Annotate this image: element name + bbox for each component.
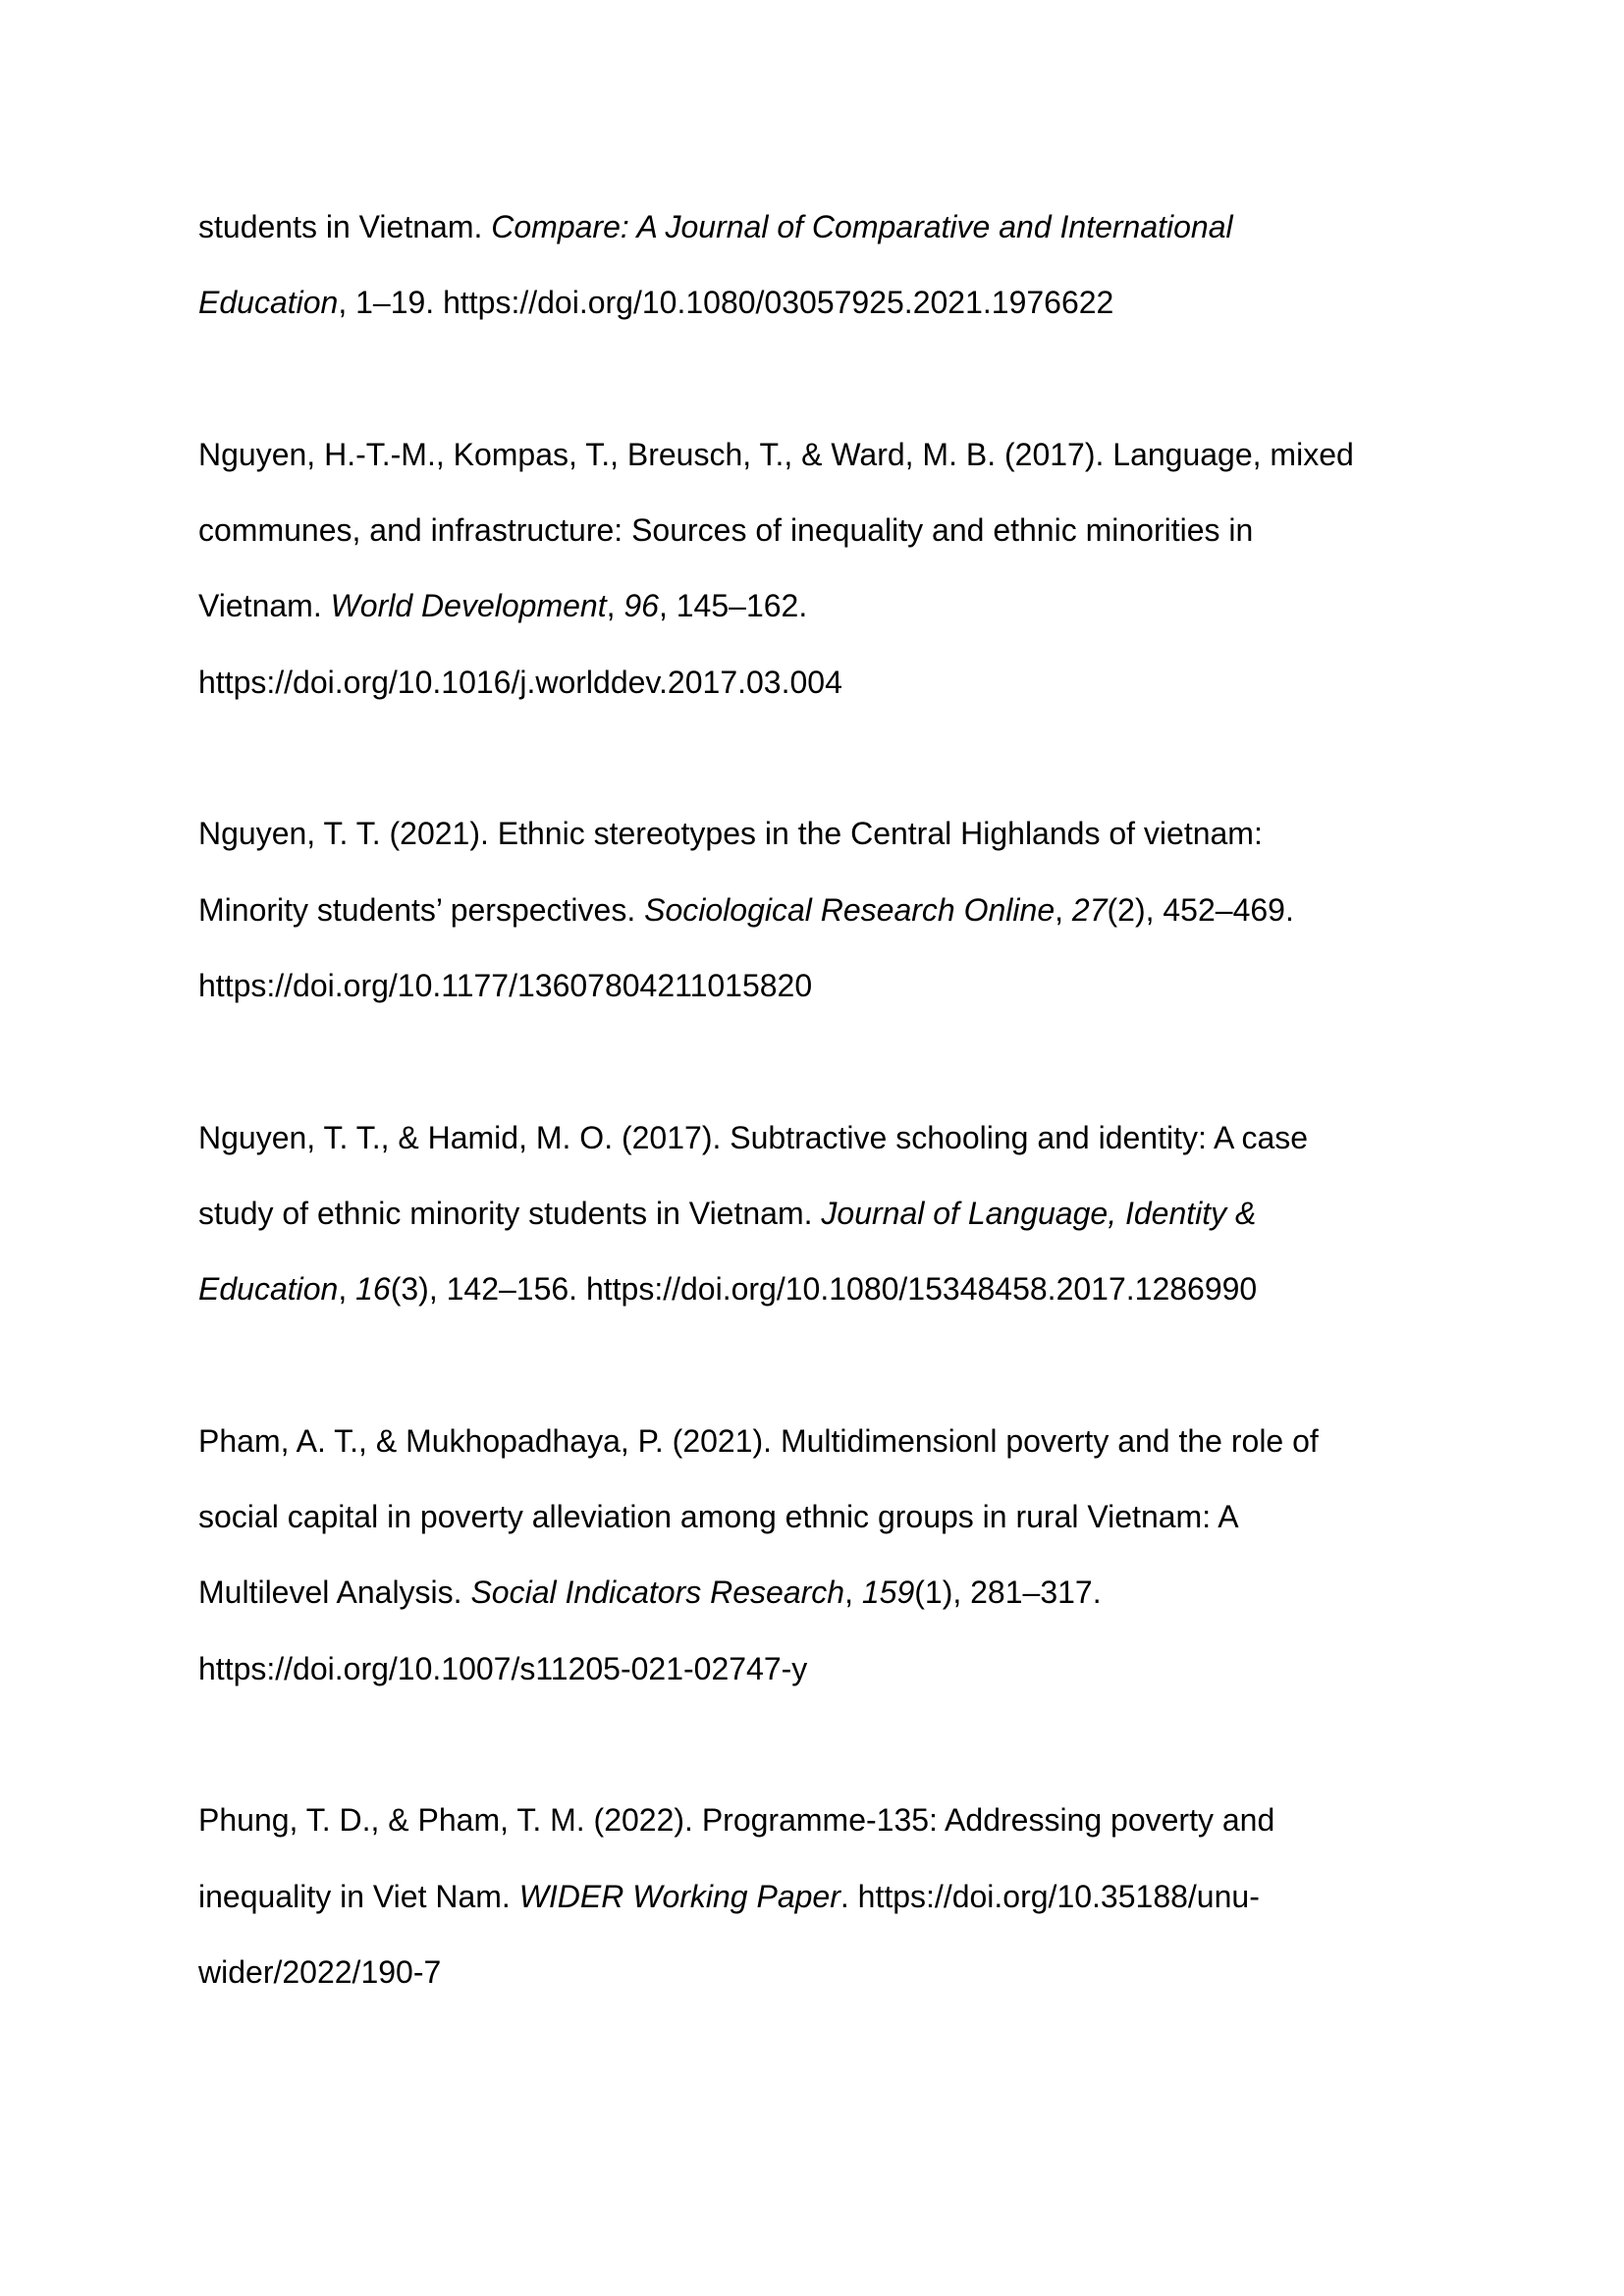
- reference-text: . https://doi.org/10.35188/unu-: [839, 1878, 1260, 1914]
- reference-line: [198, 189, 1465, 265]
- reference-text: ,: [338, 1271, 356, 1308]
- reference-italic-text: 16: [355, 1271, 391, 1308]
- reference-text: , 145–162.: [658, 588, 808, 624]
- reference-text: Phung, T. D., & Pham, T. M. (2022). Programme-135: Addressing poverty and: [198, 1802, 1275, 1839]
- reference-line: [198, 796, 1465, 872]
- reference-text: Nguyen, T. T., & Hamid, M. O. (2017). Subtractive schooling and identity: A case: [198, 1119, 1309, 1155]
- reference-text: Pham, A. T., & Mukhopadhaya, P. (2021). Multidimensionl poverty and the role of: [198, 1422, 1319, 1459]
- reference-text: communes, and infrastructure: Sources of inequality and ethnic minorities in: [198, 512, 1254, 549]
- reference-text: ,: [844, 1575, 862, 1611]
- reference-italic-text: Education: [198, 285, 339, 321]
- reference-text: Minority students’ perspectives.: [198, 891, 645, 928]
- reference-line: [198, 1404, 1465, 1479]
- reference-text: (1), 281–317.: [914, 1575, 1102, 1611]
- reference-italic-text: WIDER Working Paper: [518, 1878, 840, 1914]
- reference-text: https://doi.org/10.1007/s11205-021-02747-y: [198, 1650, 808, 1686]
- reference-entry: [198, 417, 1465, 721]
- reference-text: students in Vietnam.: [198, 209, 492, 244]
- reference-line: [198, 1555, 1465, 1630]
- reference-line: [198, 1783, 1465, 1858]
- reference-text: (2), 452–469.: [1107, 891, 1294, 928]
- reference-text: inequality in Viet Nam.: [198, 1878, 519, 1914]
- reference-text: , 1–19. https://doi.org/10.1080/03057925.2021.1976622: [338, 285, 1114, 321]
- reference-entry: [198, 1100, 1465, 1328]
- reference-entry: [198, 1404, 1465, 1707]
- reference-line: [198, 948, 1465, 1024]
- reference-text: study of ethnic minority students in Vietnam.: [198, 1195, 822, 1231]
- reference-text: ,: [1055, 891, 1072, 928]
- reference-entry: [198, 1783, 1465, 2010]
- reference-italic-text: Journal of Language, Identity &: [821, 1195, 1257, 1231]
- reference-italic-text: Social Indicators Research: [470, 1575, 845, 1611]
- reference-italic-text: World Development: [330, 588, 607, 624]
- reference-text: Nguyen, T. T. (2021). Ethnic stereotypes in the Central Highlands of vietnam:: [198, 816, 1263, 852]
- reference-line: [198, 1935, 1465, 2010]
- reference-line: [198, 265, 1465, 341]
- reference-text: (3), 142–156. https://doi.org/10.1080/15348458.2017.1286990: [390, 1271, 1258, 1308]
- reference-italic-text: 159: [861, 1575, 915, 1611]
- reference-italic-text: 96: [623, 588, 659, 624]
- reference-line: [198, 417, 1465, 493]
- reference-line: [198, 568, 1465, 644]
- reference-line: [198, 1252, 1465, 1327]
- reference-entry: [198, 796, 1465, 1024]
- reference-italic-text: Sociological Research Online: [644, 891, 1056, 928]
- reference-italic-text: Education: [198, 1271, 339, 1308]
- reference-text: wider/2022/190-7: [198, 1953, 442, 1990]
- reference-line: [198, 1479, 1465, 1555]
- reference-line: [198, 645, 1465, 721]
- reference-entry: [198, 189, 1465, 342]
- reference-line: [198, 1176, 1465, 1252]
- reference-italic-text: 27: [1071, 891, 1108, 928]
- reference-list: [198, 189, 1465, 2010]
- reference-text: Multilevel Analysis.: [198, 1575, 471, 1611]
- reference-text: https://doi.org/10.1177/13607804211015820: [198, 967, 813, 1003]
- reference-text: Nguyen, H.-T.-M., Kompas, T., Breusch, T., & Ward, M. B. (2017). Language, mixed: [198, 436, 1354, 472]
- reference-text: Vietnam.: [198, 588, 331, 624]
- reference-line: [198, 1100, 1465, 1176]
- reference-text: ,: [606, 588, 624, 624]
- reference-line: [198, 1859, 1465, 1935]
- reference-line: [198, 493, 1465, 568]
- reference-italic-text: Compare: A Journal of Comparative and International: [491, 209, 1233, 244]
- reference-line: [198, 873, 1465, 948]
- reference-line: [198, 1631, 1465, 1707]
- reference-text: social capital in poverty alleviation among ethnic groups in rural Vietnam: A: [198, 1499, 1239, 1535]
- reference-text: https://doi.org/10.1016/j.worlddev.2017.03.004: [198, 664, 842, 700]
